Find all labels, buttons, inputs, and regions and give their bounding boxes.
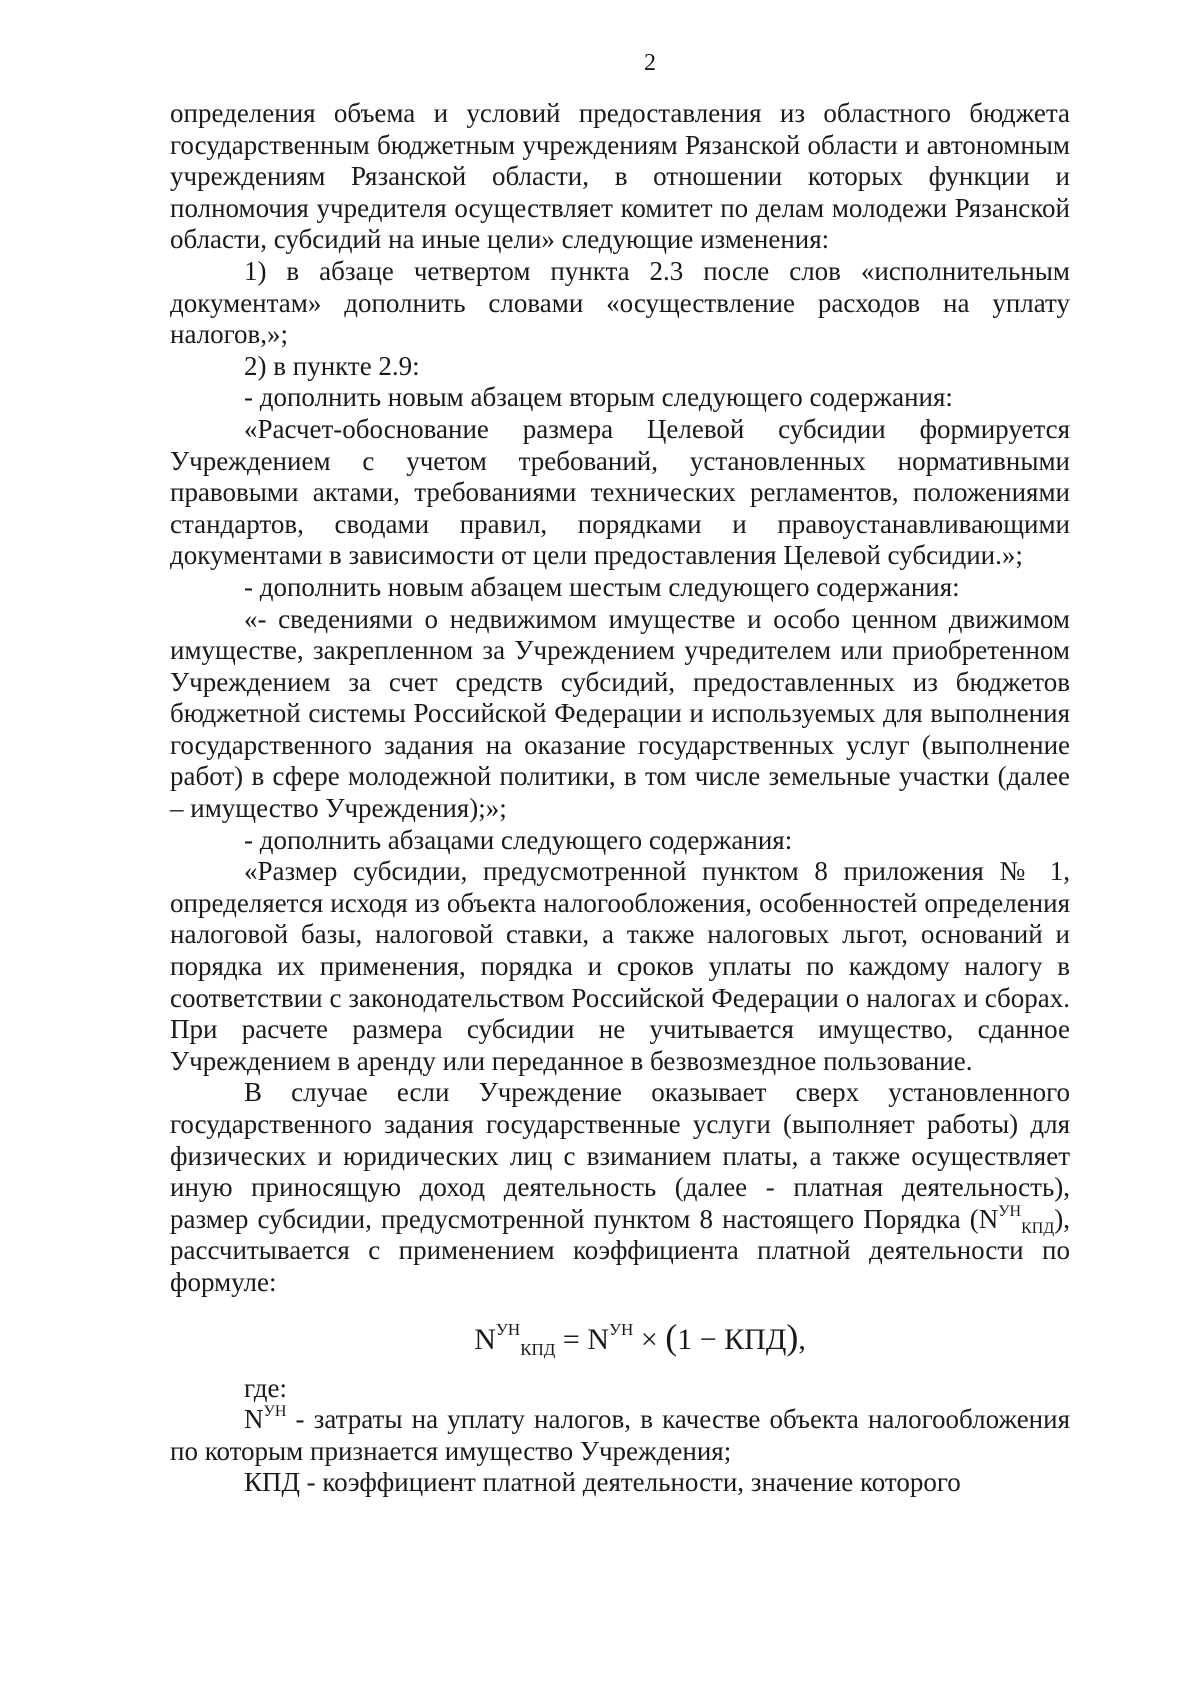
paragraph-add-second: - дополнить новым абзацем вторым следующего содержания: [244,382,953,413]
paragraph-kpd-definition: КПД - коэффициент платной деятельности, значение которого [244,1467,961,1498]
symbol-n-un: $N^{УН}$ [244,1403,287,1435]
paragraph-calculation-justification: «Расчет-обоснование размера Целевой субсидии формируется Учреждением с учетом требований, установленных нормативными правовыми актами, требованиями технических регламентов, положениями стандартов, сводами правил, порядками и правоустанавливающими документами в зависимости от цели предоставления Целевой субсидии.»; [170,413,1070,571]
paragraph-n-un-definition [170,1404,1070,1467]
formula-lhs: $N^{УН}_{КПД}$ [474,1319,556,1359]
paragraph-paid-activity [170,1077,1070,1298]
inline-symbol-n-kpd: $N^{УН}_{КПД}$ [978,1202,1055,1237]
formula-times: × [633,1322,666,1356]
formula-one-minus-kpd: 1 − КПД [677,1322,787,1356]
paragraph-intro: определения объема и условий предоставления из областного бюджета государственным бюджетным учреждениям Рязанской области и автономным учреждениям Рязанской области, в отношении которых функции и полномочия учредителя осуществляет комитет по делам молодежи Рязанской области, субсидий на иные цели» следующие изменения: [170,98,1070,255]
paid-activity-text-a: В случае если Учреждение оказывает сверх установленного государственного задания государственные услуги (выполняет работы) для физических и юридических лиц с взиманием платы, а также осуществляет иную приносящую доход деятельность (далее - платная деятельность), размер субсидии, предусмотренной пунктом 8 настоящего Порядка ( [170,1077,1070,1234]
formula-n-un: $N^{УН}$ [587,1319,634,1356]
paragraph-add-paragraphs: - дополнить абзацами следующего содержания: [244,824,793,855]
paragraph-add-sixth: - дополнить новым абзацем шестым следующего содержания: [244,571,960,602]
formula-trailing-comma: , [798,1322,806,1356]
paragraph-subsidy-size: «Размер субсидии, предусмотренной пунктом 8 приложения № 1, определяется исходя из объекта налогообложения, особенностей определения налоговой базы, налоговой ставки, а также налоговых льгот, оснований и порядка их применения, порядка и сроков уплаты по каждому налогу в соответствии с законодательством Российской Федерации о налогах и сборах. При расчете размера субсидии не учитывается имущество, сданное Учреждением в аренду или переданное в безвозмездное пользование. [170,856,1070,1076]
paid-activity-text-b: ), рассчитывается с применением коэффициента платной деятельности по формуле: [170,1203,1070,1297]
n-un-definition-text: - затраты на уплату налогов, в качестве объекта налогообложения по которым признается имущество Учреждения; [170,1404,1070,1466]
paragraph-item-2: 2) в пункте 2.9: [244,350,420,381]
paragraph-item-1: 1) в абзаце четвертом пункта 2.3 после слов «исполнительным документам» дополнить словами «осуществление расходов на уплату налогов,»; [170,255,1070,350]
page-number: 2 [644,50,656,76]
formula-close-paren: ) [786,1316,799,1357]
formula-open-paren: ( [665,1316,678,1357]
paragraph-where: где: [244,1372,287,1403]
formula [170,1307,1070,1367]
formula-equals: = [555,1322,588,1356]
paragraph-property-info: «- сведениями о недвижимом имуществе и особо ценном движимом имуществе, закрепленном за Учреждением учредителем или приобретенном Учреждением за счет средств субсидий, предоставленных из бюджетов бюджетной системы Российской Федерации и используемых для выполнения государственного задания на оказание государственных услуг (выполнение работ) в сфере молодежной политики, в том числе земельные участки (далее – имущество Учреждения);»; [170,603,1070,824]
